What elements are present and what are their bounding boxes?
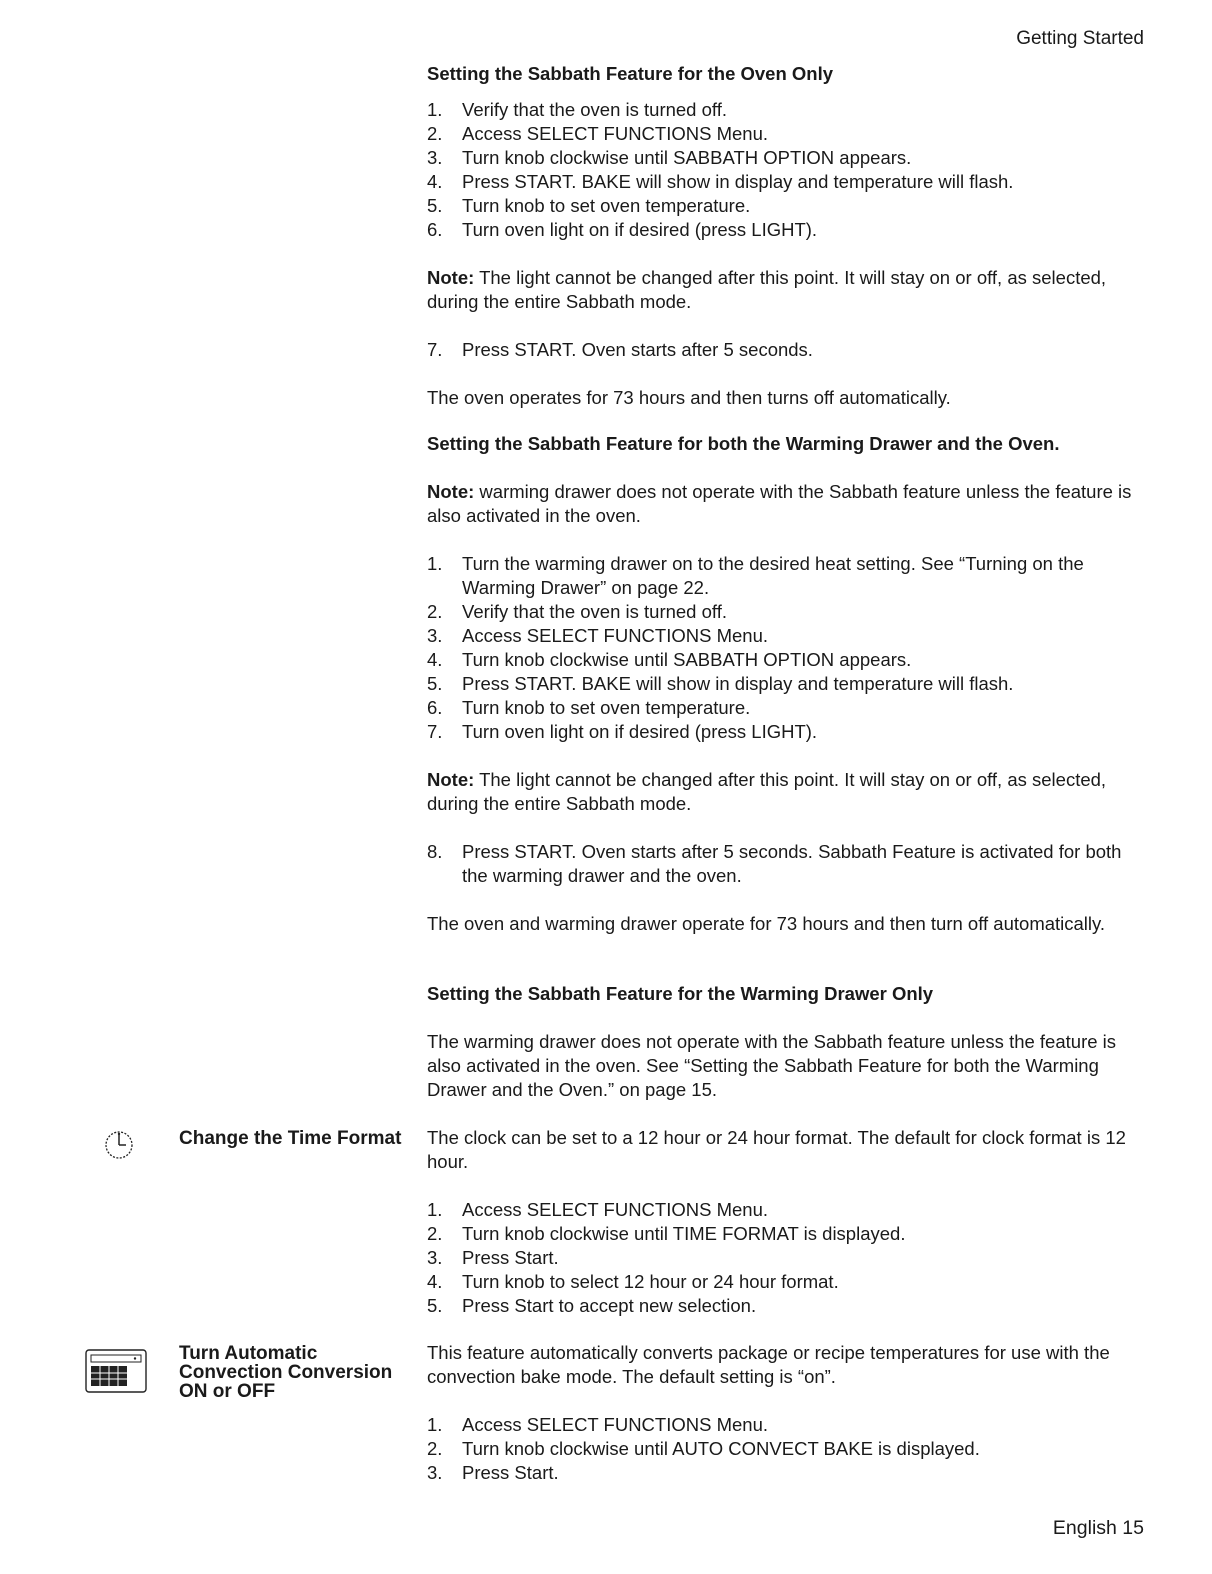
intro-text: This feature automatically converts package or recipe temperatures for use with the convection bake mode. The default setting is “on”. <box>427 1342 1110 1387</box>
list-item: 8. Press START. Oven starts after 5 seconds. Sabbath Feature is activated for both the warming drawer and the oven. <box>427 841 1122 886</box>
steps-list <box>427 552 1147 744</box>
side-heading-convection: Turn Automatic Convection Conversion ON or OFF <box>179 1343 393 1402</box>
section-oven-only <box>427 62 1147 410</box>
list-item: 1. Access SELECT FUNCTIONS Menu. <box>427 1199 769 1220</box>
page-number: English 15 <box>1052 1517 1144 1539</box>
note: Note: warming drawer does not operate with the Sabbath feature unless the feature is also activated in the oven. <box>427 481 1132 526</box>
note: Note: The light cannot be changed after this point. It will stay on or off, as selected, during the entire Sabbath mode. <box>427 267 1107 312</box>
list-item: 7. Press START. Oven starts after 5 seconds. <box>427 339 813 360</box>
list-item: 2. Turn knob clockwise until AUTO CONVECT BAKE is displayed. <box>427 1438 980 1459</box>
steps-list-continued <box>427 840 1147 888</box>
section-time-format <box>427 1126 1147 1318</box>
section-title: Setting the Sabbath Feature for the Oven Only <box>427 63 834 84</box>
list-item: 5. Press START. BAKE will show in display and temperature will flash. <box>427 673 1014 694</box>
list-item: 2. Verify that the oven is turned off. <box>427 601 727 622</box>
outro-text: The oven and warming drawer operate for 73 hours and then turn off automatically. <box>427 913 1106 934</box>
side-heading-time-format: Change the Time Format <box>179 1128 402 1149</box>
section-title: Setting the Sabbath Feature for both the Warming Drawer and the Oven. <box>427 433 1060 454</box>
list-item: 6. Turn oven light on if desired (press LIGHT). <box>427 219 818 240</box>
steps-list-continued <box>427 338 1147 362</box>
steps-list <box>427 1413 1147 1485</box>
clock-icon <box>103 1128 135 1168</box>
list-item: 1. Verify that the oven is turned off. <box>427 99 727 120</box>
list-item: 2. Turn knob clockwise until TIME FORMAT is displayed. <box>427 1223 906 1244</box>
list-item: 5. Turn knob to set oven temperature. <box>427 195 751 216</box>
intro-text: The clock can be set to a 12 hour or 24 hour format. The default for clock format is 12 hour. <box>427 1127 1126 1172</box>
section-drawer-only <box>427 982 1147 1102</box>
body-text: The warming drawer does not operate with the Sabbath feature unless the feature is also activated in the oven. See “Setting the Sabbath Feature for both the Warming Drawer and the Oven.” on page 15. <box>427 1031 1117 1100</box>
steps-list <box>427 1198 1147 1318</box>
control-panel-icon <box>85 1349 147 1399</box>
list-item: 4. Press START. BAKE will show in display and temperature will flash. <box>427 171 1014 192</box>
list-item: 1. Turn the warming drawer on to the desired heat setting. See “Turning on the Warming Drawer” on page 22. <box>427 553 1084 598</box>
running-header: Getting Started <box>1016 28 1144 49</box>
section-convection <box>427 1341 1147 1485</box>
list-item: 3. Turn knob clockwise until SABBATH OPTION appears. <box>427 147 912 168</box>
list-item: 3. Access SELECT FUNCTIONS Menu. <box>427 625 769 646</box>
section-both <box>427 432 1147 936</box>
list-item: 3. Press Start. <box>427 1247 559 1268</box>
outro-text: The oven operates for 73 hours and then turns off automatically. <box>427 387 951 408</box>
steps-list <box>427 98 1147 242</box>
list-item: 1. Access SELECT FUNCTIONS Menu. <box>427 1414 769 1435</box>
section-title: Setting the Sabbath Feature for the Warming Drawer Only <box>427 983 934 1004</box>
note: Note: The light cannot be changed after this point. It will stay on or off, as selected, during the entire Sabbath mode. <box>427 769 1107 814</box>
list-item: 2. Access SELECT FUNCTIONS Menu. <box>427 123 769 144</box>
list-item: 5. Press Start to accept new selection. <box>427 1295 757 1316</box>
list-item: 4. Turn knob clockwise until SABBATH OPTION appears. <box>427 649 912 670</box>
list-item: 3. Press Start. <box>427 1462 559 1483</box>
list-item: 6. Turn knob to set oven temperature. <box>427 697 751 718</box>
list-item: 4. Turn knob to select 12 hour or 24 hour format. <box>427 1271 839 1292</box>
list-item: 7. Turn oven light on if desired (press LIGHT). <box>427 721 818 742</box>
